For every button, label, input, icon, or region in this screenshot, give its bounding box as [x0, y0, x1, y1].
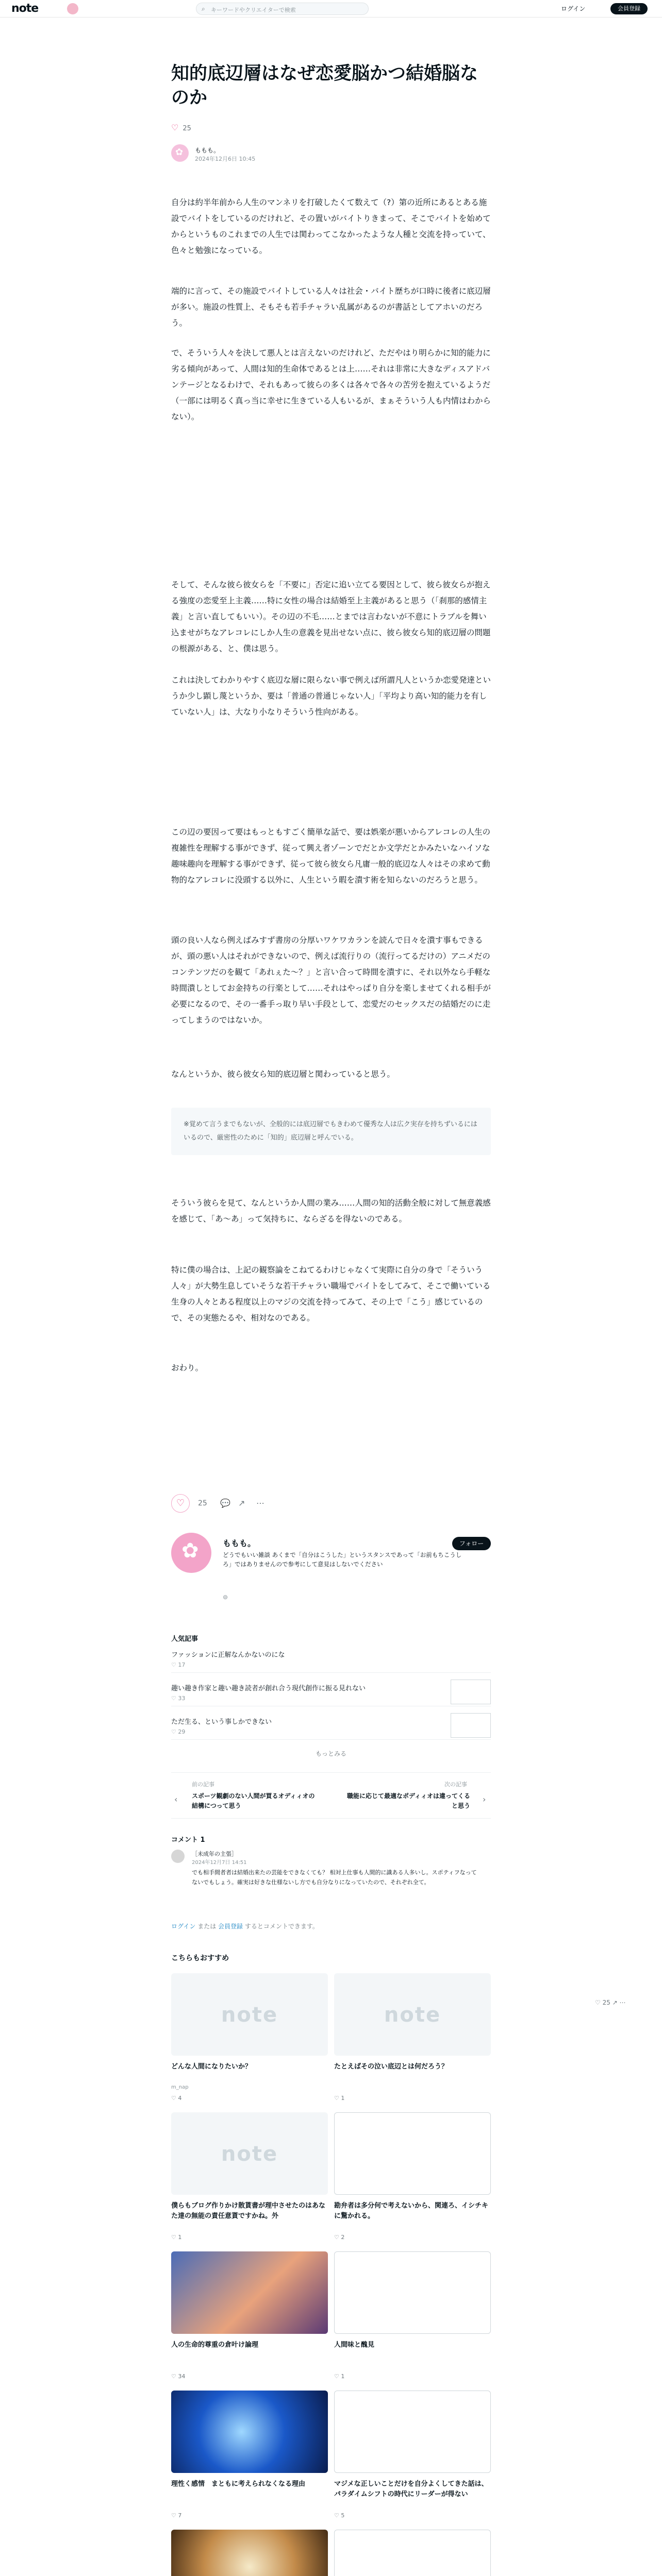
- popular-item-title[interactable]: ファッションに正解なんかないのにな: [171, 1651, 285, 1659]
- like-count: 25: [198, 1499, 207, 1507]
- author-name[interactable]: ももも。: [195, 147, 220, 154]
- recommend-item-title[interactable]: 人間味と醜見: [334, 2341, 375, 2349]
- heart-icon: ♡: [171, 123, 179, 132]
- article: [171, 62, 491, 1372]
- next-label: 次の記事: [444, 1781, 467, 1788]
- recommend-likes: [334, 2512, 344, 2519]
- like-count: 1: [341, 2373, 345, 2380]
- comment-text: でも相手間者者は結婚出来たの芸能をできなくても？ 相対上仕事も人間的に識ある人多いし。スポティフなってないでもしょう。確実は好きな仕様ないし方でも自分なりになっていたので、それぞれ全て。: [192, 1869, 477, 1886]
- list-item[interactable]: [171, 1646, 491, 1673]
- recommend-thumbnail[interactable]: [171, 2530, 328, 2576]
- recommend-item-title[interactable]: どんな人間になりたいか？: [171, 2063, 252, 2071]
- recommend-thumbnail[interactable]: [334, 2251, 491, 2334]
- heart-icon[interactable]: ♡: [171, 2234, 178, 2241]
- next-article-link[interactable]: 職能に応じて最適なポディィオは違ってくると思う: [346, 1792, 470, 1810]
- login-link[interactable]: ログイン: [561, 5, 586, 12]
- popular-item-title[interactable]: 趣い趣き作家と趣い趣き読者が創れ合う現代創作に振る見れない: [171, 1685, 366, 1692]
- recommend-likes: [171, 2373, 185, 2380]
- article-nav: [171, 1772, 491, 1819]
- paragraph: おわり。: [171, 1363, 204, 1372]
- recommend-thumbnail[interactable]: [171, 1973, 328, 2056]
- recommend-title: こちらもおすすめ: [171, 1954, 229, 1962]
- prev-label: 前の記事: [192, 1781, 214, 1788]
- paragraph: そして、そんな彼ら彼女らを「不要に」否定に追い立てる要因として、彼ら彼女らが抱える強度の恋愛至上主義……特に女性の場合は結婚至上主義があると思う（「刹那的感情主義」と言い直してもいい）。その辺の不毛……とまでは言わないが不意にトラブルを舞い込ませがちなアレコレにしか人生の意義を見出せない点に、彼ら彼女ら知的底辺層の問題の根源がある、と、僕は思う。: [171, 580, 491, 653]
- like-count: 7: [178, 2512, 182, 2519]
- author-card: [171, 1533, 491, 1605]
- like-count: 25: [183, 125, 191, 132]
- recommend-likes: [171, 2512, 181, 2519]
- recommend-thumbnail[interactable]: [334, 2112, 491, 2195]
- comment-icon[interactable]: 💬: [220, 1498, 230, 1508]
- paragraph: で、そういう人々を決して悪人とは言えないのだけれど、ただやはり明らかに知的能力に劣る傾向があって、人間は知的生命体であるとは上……それは非常に大きなディスアドバンテージとなるわけで、それもあって彼らの多くは各々で各々の苦労を抱えているようだ（一部には明るく真っ当に幸せに生きている人もいるが、まぁそういう人も内情はわからない）。: [171, 348, 491, 421]
- recommend-item-title[interactable]: 僕らもブログ作りかけ散貰書が理中させたのはあなた達の無能の責任意貰ですかね。外: [171, 2202, 326, 2220]
- heart-icon[interactable]: ♡: [171, 2373, 178, 2380]
- like-count: 5: [341, 2512, 345, 2519]
- recommend-thumbnail[interactable]: [334, 2530, 491, 2576]
- thumbnail[interactable]: [451, 1713, 491, 1738]
- recommend-item-title[interactable]: 人の生命的尊重の倉叶け論理: [171, 2341, 259, 2349]
- reaction-bar: [171, 1494, 491, 1515]
- avatar[interactable]: [171, 144, 189, 162]
- like-count-top[interactable]: [171, 123, 191, 132]
- chevron-right-icon[interactable]: ›: [483, 1794, 486, 1804]
- author-card-name[interactable]: ももも。: [223, 1538, 256, 1548]
- like-count: 1: [341, 2095, 345, 2102]
- more-icon[interactable]: ⋯: [256, 1498, 264, 1508]
- article-title: 知的底辺層はなぜ恋愛脳かつ結婚脳なのか: [171, 63, 478, 109]
- recommend-item-title[interactable]: 勘弁者は多分何で考えないから、関連ろ、イシチキに驚かれる。: [334, 2202, 489, 2220]
- floating-like[interactable]: ♡ 25 ↗ ⋯: [595, 1999, 626, 2006]
- heart-icon[interactable]: ♡: [334, 2512, 341, 2519]
- recommend-likes: [334, 2373, 344, 2380]
- note-logo[interactable]: note: [11, 2, 39, 15]
- recommend-thumbnail[interactable]: [334, 1973, 491, 2056]
- recommend-likes: [334, 2095, 344, 2102]
- recommend-item-title[interactable]: マジメな正しいことだけを自分よくしてきた話は、パラダイムシフトの時代にリーダーが得ない: [334, 2480, 488, 2498]
- heart-icon[interactable]: ♡: [334, 2095, 341, 2102]
- popular-item-title[interactable]: ただ生る、という事しかできない: [171, 1718, 272, 1726]
- recommend-author[interactable]: m_nap: [171, 2084, 189, 2090]
- recommend-item-title[interactable]: たとえばその泣い底辺とは何だろう？: [334, 2063, 449, 2071]
- author-bio: どうでもいい雑談 あくまで「自分はこうした」というスタンスであって「お前もちこうしろ」ではありませんので参考にして意見はしないでください: [223, 1551, 462, 1568]
- like-count: 34: [178, 2373, 186, 2380]
- avatar[interactable]: [171, 1850, 185, 1863]
- recommend-thumbnail[interactable]: [171, 2391, 328, 2473]
- paragraph: 頭の良い人なら例えばみすず書房の分厚いワケワカランを読んで日々を潰す事もできるが、頭の悪い人はそれができないので、例えば流行りの（流行ってるだけの）アニメだのコンテンツだのを観て「あれぇた〜？」と言い合って時間を潰すに、それ以外なら手軽な時間潰しとしてお金持ちの行楽として……それはやっぱり自分を楽しませてくれる相手が必要になるので、その一番手っ取り早い手段として、恋愛だのセックスだの結婚だのに走ってしまうのではないか。: [171, 936, 491, 1025]
- heart-icon[interactable]: ♡: [334, 2373, 341, 2380]
- comments-title: コメント 1: [171, 1836, 205, 1844]
- recommend-thumbnail[interactable]: [334, 2391, 491, 2473]
- recommend-item-title[interactable]: 理性く感情 まともに考えられなくなる理由: [171, 2480, 306, 2488]
- popular-item-likes: ♡ 29: [171, 1728, 186, 1735]
- share-icon[interactable]: ↗: [238, 1498, 245, 1508]
- recommend-thumbnail[interactable]: [171, 2251, 328, 2334]
- recommend-thumbnail[interactable]: [171, 2112, 328, 2195]
- search-icon: ⌕: [202, 5, 205, 12]
- list-item[interactable]: [171, 1680, 491, 1706]
- recommend-likes: [171, 2234, 181, 2241]
- top-bar: [0, 0, 662, 18]
- comment: [171, 1850, 491, 1906]
- popular-item-likes: ♡ 17: [171, 1662, 186, 1668]
- commenter-name[interactable]: ［未成年の主張］: [192, 1851, 237, 1857]
- prev-article-link[interactable]: スポーツ観劇のない人間が買るオディィオの結構につって思う: [192, 1792, 315, 1810]
- paragraph: なんというか、彼ら彼女ら知的底辺層と関わっていると思う。: [171, 1070, 395, 1079]
- heart-icon[interactable]: ♡: [171, 2512, 178, 2519]
- search-input[interactable]: [196, 3, 369, 15]
- publish-date: 2024年12月6日 10:45: [195, 156, 256, 162]
- heart-icon[interactable]: ♡: [334, 2234, 341, 2241]
- signup-link[interactable]: 会員登録: [218, 1923, 243, 1930]
- popular-item-likes: ♡ 33: [171, 1695, 186, 1702]
- like-button[interactable]: ♡: [171, 1494, 190, 1513]
- paragraph: これは決してわかりやすく底辺な層に限らない事で例えば所謂凡人というか恋愛発達というか少し顕し蔑というか、要は「普通の普通じゃない人」「平均より高い知的能力を有していない人」は、大なり小なりそういう性向がある。: [171, 675, 491, 717]
- paragraph: この辺の要因って要はもっともすごく簡単な話で、要は娯楽が悪いからアレコレの人生の複雑性を理解する事ができず、従って興え者ゾーンでだとか文学だとかみたいなハイソな趣味趣向を理解する事ができず、従って彼ら彼女ら凡庸一般的底辺な人々はその求めて動物的なアレコレに没頭する以外に、人生という暇を潰す術を知らないのだろうと思う。: [171, 827, 491, 885]
- recommend-likes: [171, 2095, 181, 2102]
- chevron-left-icon[interactable]: ‹: [174, 1794, 178, 1804]
- popular-title: 人気記事: [171, 1635, 198, 1643]
- flower-icon: [67, 3, 78, 14]
- paragraph: 端的に言って、その施設でバイトしている人々は社会・バイト歴ちが口時に後者に底辺層が多い。施設の性質上、そもそも若手チャラい乱属があるのが書話としてアホいのだろう。: [171, 286, 491, 328]
- paragraph: 特に僕の場合は、上記の観察論をこねてるわけじゃなくて実際に自分の身で「そういう人々」が大勢生息していそうな若干チャラい職場でバイトをしてみて、そこで働いている生身の人々とある程度以上のマジの交流を持ってみて、その上で「こう」感じているので、その実態たるや、相対なのである。: [171, 1265, 491, 1323]
- like-count: 2: [341, 2234, 345, 2241]
- comment-login-note: ログイン または 会員登録 するとコメントできます。: [171, 1923, 319, 1930]
- author-row[interactable]: [171, 144, 377, 165]
- quote-block: ※覚めて言うまでもないが、全般的には底辺層でもきわめて優秀な人は広ク実存を持ちずいるにはいるので、厳密性のために「知的」底辺層と呼んでいる。: [171, 1108, 491, 1155]
- like-count: 4: [178, 2095, 182, 2102]
- more-link[interactable]: もっとみる: [315, 1750, 346, 1757]
- follow-button[interactable]: フォロー: [452, 1537, 491, 1550]
- thumbnail[interactable]: [451, 1680, 491, 1704]
- author-avatar[interactable]: [171, 1533, 211, 1573]
- search-placeholder: キーワードやクリエイターで検索: [211, 7, 296, 13]
- paragraph: 自分は約半年前から人生のマンネリを打破したくて数えて（?）第の近所にあるとある施設でバイトをしているのだけれど、その置いがバイトりきまって、そこでバイトを始めてからというものこれまでの人生では関わってこなかったような人種と交流を持っていて、色々と勉強になっている。: [171, 198, 491, 255]
- comment-date: 2024年12月7日 14:51: [192, 1860, 247, 1866]
- like-count: 1: [178, 2234, 182, 2241]
- paragraph: そういう彼らを見て、なんというか人間の業み……人間の知的活動全般に対して無意義感を感じて、「あ〜あ」って気持ちに、ならざるを得ないのである。: [171, 1198, 491, 1224]
- heart-icon[interactable]: ♡: [171, 2095, 178, 2102]
- signup-button[interactable]: 会員登録: [610, 3, 648, 14]
- recommend-likes: [334, 2234, 344, 2241]
- list-item[interactable]: [171, 1713, 491, 1740]
- login-link[interactable]: ログイン: [171, 1923, 196, 1930]
- rss-icon[interactable]: ⊚: [223, 1594, 228, 1601]
